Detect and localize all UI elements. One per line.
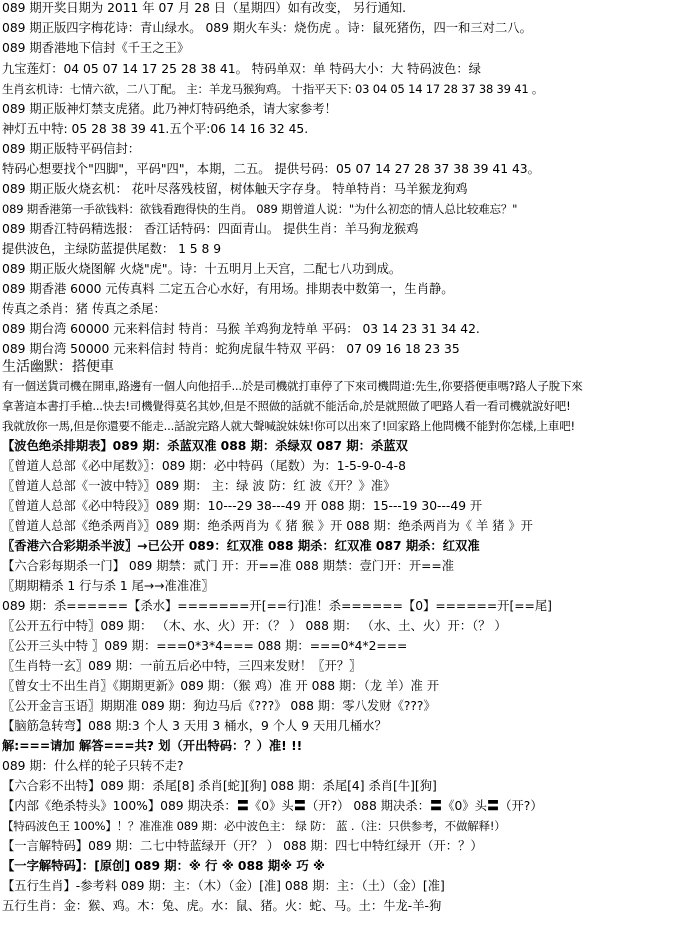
section-line: 【特码波色王 100%】！？准准准 089 期：必中波色主： 绿 防： 蓝 .（注：只供参考，不做解释!）: [2, 819, 506, 833]
humor-title: 生活幽默：搭便車: [2, 359, 114, 375]
section-line: 〖曾道人总部《一波中特》〗089 期： 主：绿 波 防：红 波《开？》准》: [2, 479, 396, 493]
section-line: 〖公开五行中特〗089 期： （木、水、火）开：（？ ） 088 期： （水、土、火）开：（？ ）: [2, 619, 507, 633]
notice-line: 089 期正版神灯禁支虎猪。此乃神灯特码绝杀，请大家参考！: [2, 102, 337, 116]
humor-text-line: 有一個送貨司機在開車,路邊有一個人向他招手...於是司機就打車停了下來司機問道:先生,你要搭便車嗎?路人子脫下來: [2, 379, 583, 393]
section-line: 089 期：杀======【杀水】=======开[==行]准！杀======【0】======开[==尾]: [2, 599, 552, 613]
section-line: 五行生肖：金：猴、鸡。木：兔、虎。水：鼠、猪。火：蛇、马。土：牛龙-羊-狗: [2, 899, 442, 913]
section-line: 〖生肖特一玄〗089 期：一前五后必中特，三四来发财！〖开？〗: [2, 659, 362, 673]
section-line: 【六合彩每期杀一门】 089 期禁：贰门 开：开==准 088 期禁：壹门开：开==准: [2, 559, 455, 573]
notice-line: 生肖玄机诗：七情六欲，二八丁配。 主：羊龙马猴狗鸡。 十指平天下: 03 04 05 14 17 28 37 38 39 41 。: [2, 82, 544, 96]
notice-line: 089 期正版特平码信封：: [2, 142, 141, 156]
section-line: 解:===请加 解答===共? 划（开出特码：？）准! !!: [2, 739, 303, 753]
section-line: 【波色绝杀排期表】089 期：杀蓝双准 088 期：杀绿双 087 期：杀蓝双: [2, 439, 408, 453]
notice-line: 089 期开奖日期为 2011 年 07 月 28 日（星期四）如有改变， 另行通知.: [2, 1, 407, 15]
section-line: 〖曾道人总部《必中特段》〗089 期：10---29 38---49 开 088 期：15---19 30---49 开: [2, 499, 483, 513]
section-line: 【一言解特码】089 期：二七中特蓝绿开（开？ ） 088 期：四七中特红绿开（开：？）: [2, 839, 483, 853]
notice-line: 089 期香港地下信封《千王之王》: [2, 41, 190, 55]
section-line: 【内部《绝杀特头》100%】089 期决杀：〓《0》头〓（开?） 088 期决杀：〓《0》头〓（开?）: [2, 799, 543, 813]
notice-line: 089 期台湾 50000 元来料信封 特肖：蛇狗虎鼠牛特双 平码： 07 09 16 18 23 35: [2, 342, 460, 356]
section-line: 089 期：什么样的轮子只转不走?: [2, 759, 184, 773]
section-line: 〖曾女士不出生肖〗《期期更新》089 期：（猴 鸡）准 开 088 期：（龙 羊）准 开: [2, 679, 440, 693]
section-line: 【五行生肖】-参考料 089 期：主：（木）（金）[准] 088 期：主：（土）（金）[准]: [2, 879, 445, 893]
section-line: 〖香港六合彩期杀半波〗→已公开 089：红双准 088 期杀：红双准 087 期杀：红双准: [2, 539, 480, 553]
section-line: 【脑筋急转弯】088 期:3 个人 3 天用 3 桶水，9 个人 9 天用几桶水？: [2, 719, 387, 733]
section-line: 〖公开金言玉语〗期期准 089 期：狗边马后《???》 088 期：零八发财《???》: [2, 699, 436, 713]
notice-line: 提供波色，主绿防蓝提供尾数： 1 5 8 9: [2, 242, 222, 256]
notice-line: 神灯五中特: 05 28 38 39 41.五个平:06 14 16 32 45.: [2, 122, 309, 136]
notice-line: 九宝莲灯：04 05 07 14 17 25 28 38 41。 特码单双：单 特码大小：大 特码波色：绿: [2, 62, 481, 76]
notice-line: 089 期台湾 60000 元来料信封 特肖：马猴 羊鸡狗龙特单 平码： 03 14 23 31 34 42.: [2, 322, 480, 336]
section-line: 〖公开三头中特 〗089 期：===0*3*4=== 088 期：===0*4*2===: [2, 639, 408, 653]
notice-line: 特码心想要找个"四脚"，平码"四"，本期，二五。 提供号码：05 07 14 27 28 37 38 39 41 43。: [2, 162, 540, 176]
notice-line: 传真之杀肖：猪 传真之杀尾：: [2, 302, 166, 316]
notice-line: 089 期正版四字梅花诗：青山绿水。 089 期火车头：烧伤虎 。诗：鼠死猪伤，四一和三对二八。: [2, 21, 532, 35]
section-line: 【六合彩不出特】089 期：杀尾[8] 杀肖[蛇][狗] 088 期：杀尾[4] 杀肖[牛][狗]: [2, 779, 437, 793]
section-line: 【一字解特码】：[原创] 089 期：※ 行 ※ 088 期※ 巧 ※: [2, 859, 325, 873]
notice-line: 089 期正版火烧玄机： 花叶尽落残枝留，树体触天字存身。 特单特肖：马羊猴龙狗鸡: [2, 182, 468, 196]
section-line: 〖期期精杀 1 行与杀 1 尾→→准准准〗: [2, 579, 214, 593]
notice-line: 089 期香港 6000 元传真料 二定五合心水好，有用场。排期表中数第一，生肖静。: [2, 282, 454, 296]
humor-text-line: 我就放你一馬,但是你還要不能走...話說完路人就大聲喊說妹妹!你可以出來了!回家路上他問機不能對你怎樣,上車吧!: [2, 419, 575, 433]
section-line: 〖曾道人总部《必中尾数》〗：089 期：必中特码（尾数）为：1-5-9-0-4-8: [2, 459, 406, 473]
notice-line: 089 期正版火烧图解 火烧"虎"。诗：十五明月上天宫，二配七八功到成。: [2, 262, 402, 276]
notice-line: 089 期香港第一手欲钱料：欲钱看跑得快的生肖。 089 期曾道人说："为什么初恋的情人总比较难忘？": [2, 202, 518, 216]
notice-line: 089 期香江特码精选报： 香江话特码：四面青山。 提供生肖：羊马狗龙猴鸡: [2, 222, 419, 236]
humor-text-line: 拿著這本書打手槍...快去!司機覺得莫名其妙,但是不照做的話就不能活命,於是就照做了吧路人看一看司機就說好吧!: [2, 399, 571, 413]
section-line: 〖曾道人总部《绝杀两肖》〗089 期：绝杀两肖为《 猪 猴 》开 088 期：绝杀两肖为《 羊 猪 》开: [2, 519, 533, 533]
